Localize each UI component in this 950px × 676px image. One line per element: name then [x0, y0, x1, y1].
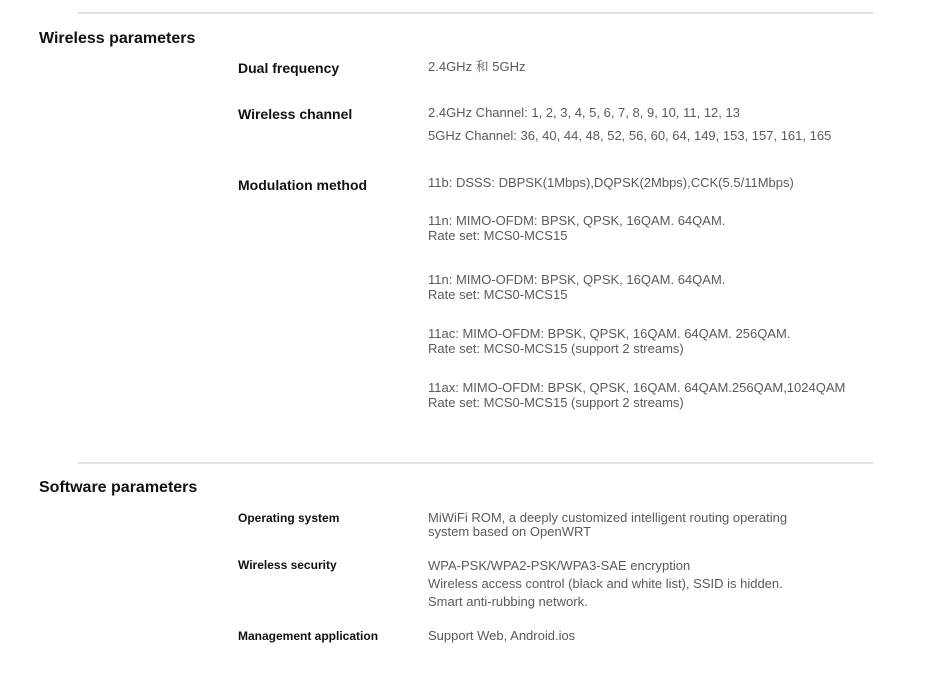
modulation-11ac-line2: Rate set: MCS0-MCS15 (support 2 streams) [428, 341, 684, 356]
operating-system-label: Operating system [238, 511, 340, 525]
modulation-11n-2-line1: 11n: MIMO-OFDM: BPSK, QPSK, 16QAM. 64QAM. [428, 272, 726, 287]
wireless-security-line2: Wireless access control (black and white list), SSID is hidden. [428, 576, 783, 591]
operating-system-line1: MiWiFi ROM, a deeply customized intelligent routing operating [428, 510, 788, 525]
operating-system-line2: system based on OpenWRT [428, 524, 592, 539]
dual-frequency-label: Dual frequency [238, 60, 340, 76]
software-parameters-title: Software parameters [39, 479, 198, 496]
management-application-label: Management application [238, 629, 379, 643]
top-divider [78, 12, 873, 14]
management-application-value: Support Web, Android.ios [428, 628, 576, 643]
modulation-11b-value: 11b: DSSS: DBPSK(1Mbps),DQPSK(2Mbps),CCK(5.5/11Mbps) [428, 175, 794, 190]
modulation-method-label: Modulation method [238, 177, 368, 193]
modulation-11n-1-line1: 11n: MIMO-OFDM: BPSK, QPSK, 16QAM. 64QAM. [428, 213, 726, 228]
channel-5ghz-value: 5GHz Channel: 36, 40, 44, 48, 52, 56, 60, 64, 149, 153, 157, 161, 165 [428, 128, 832, 143]
wireless-security-line1: WPA-PSK/WPA2-PSK/WPA3-SAE encryption [428, 558, 691, 573]
wireless-channel-label: Wireless channel [238, 106, 353, 122]
modulation-11ax-line2: Rate set: MCS0-MCS15 (support 2 streams) [428, 395, 684, 410]
wireless-security-line3: Smart anti-rubbing network. [428, 594, 588, 609]
modulation-11ax-line1: 11ax: MIMO-OFDM: BPSK, QPSK, 16QAM. 64QAM.256QAM,1024QAM [428, 380, 846, 395]
modulation-11n-2-line2: Rate set: MCS0-MCS15 [428, 287, 568, 302]
wireless-security-label: Wireless security [238, 558, 337, 572]
section-divider [78, 462, 873, 464]
modulation-11ac-line1: 11ac: MIMO-OFDM: BPSK, QPSK, 16QAM. 64QAM. 256QAM. [428, 326, 791, 341]
dual-frequency-value: 2.4GHz 和 5GHz [428, 59, 526, 74]
wireless-parameters-title: Wireless parameters [39, 30, 196, 47]
modulation-11n-1-line2: Rate set: MCS0-MCS15 [428, 228, 568, 243]
channel-24ghz-value: 2.4GHz Channel: 1, 2, 3, 4, 5, 6, 7, 8, 9, 10, 11, 12, 13 [428, 105, 740, 120]
